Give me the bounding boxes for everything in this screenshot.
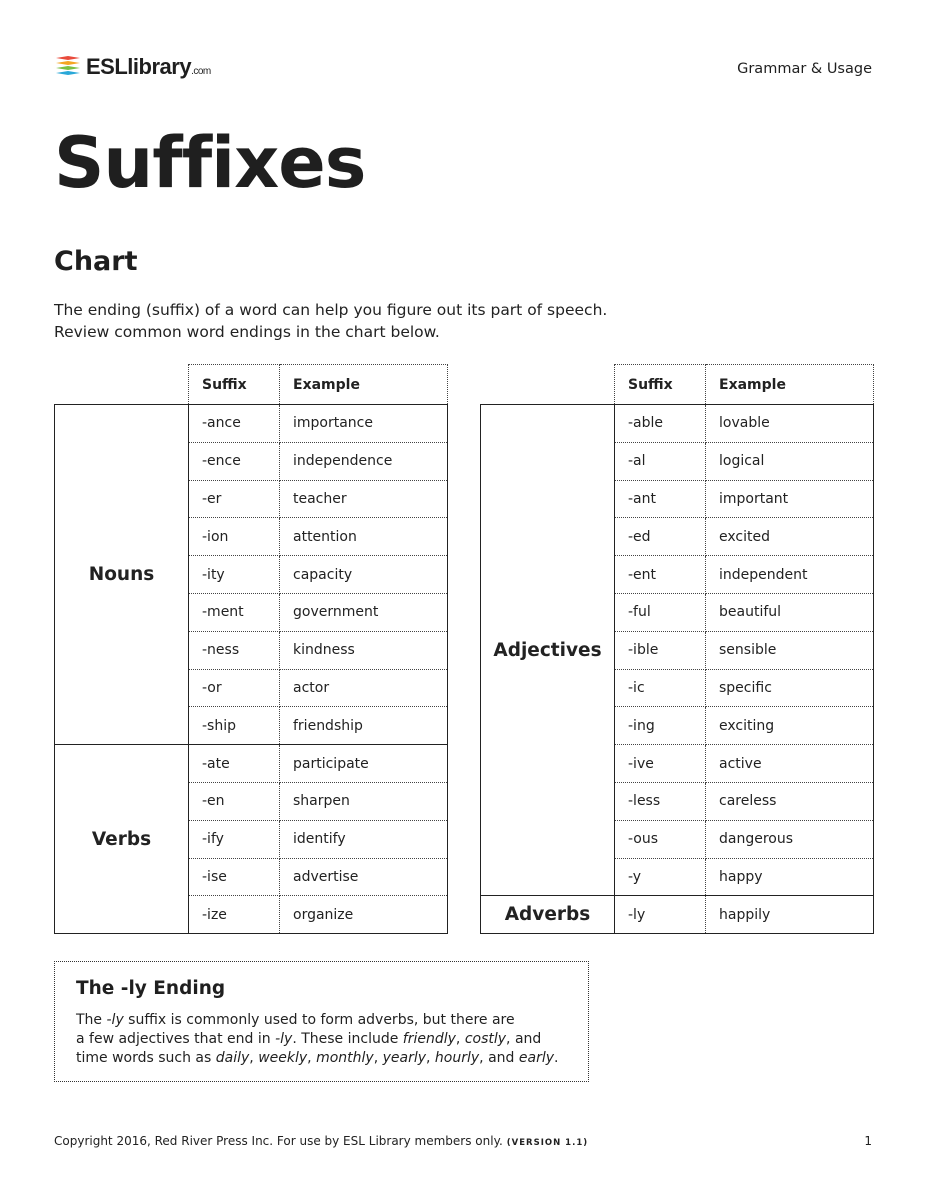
category-label: Verbs	[55, 745, 189, 934]
intro-line: The ending (suffix) of a word can help you figure out its part of speech.	[54, 301, 608, 319]
suffix-cell: -ant	[615, 480, 706, 518]
suffix-cell: -ible	[615, 631, 706, 669]
page-title: Suffixes	[54, 122, 366, 204]
example-cell: attention	[280, 518, 448, 556]
table-row	[55, 405, 448, 443]
page-subtitle: Chart	[54, 246, 138, 277]
header-blank	[481, 365, 615, 405]
column-header-example: Example	[706, 365, 874, 405]
suffix-cell: -ise	[189, 858, 280, 896]
category-label: Nouns	[55, 405, 189, 745]
header-blank	[55, 365, 189, 405]
example-cell: teacher	[280, 480, 448, 518]
suffix-table-left	[54, 364, 448, 934]
example-cell: important	[706, 480, 874, 518]
table-row	[481, 405, 874, 443]
example-cell: happily	[706, 896, 874, 934]
suffix-cell: -ate	[189, 745, 280, 783]
example-cell: importance	[280, 405, 448, 443]
copyright-footer	[54, 1134, 588, 1148]
suffix-cell: -ify	[189, 820, 280, 858]
example-cell: participate	[280, 745, 448, 783]
example-cell: independence	[280, 442, 448, 480]
table-header-row	[481, 365, 874, 405]
example-cell: happy	[706, 858, 874, 896]
suffix-cell: -ness	[189, 631, 280, 669]
column-header-suffix: Suffix	[189, 365, 280, 405]
example-cell: excited	[706, 518, 874, 556]
suffix-cell: -ive	[615, 745, 706, 783]
suffix-cell: -ful	[615, 593, 706, 631]
example-cell: government	[280, 593, 448, 631]
suffix-cell: -able	[615, 405, 706, 443]
intro-line: Review common word endings in the chart below.	[54, 323, 440, 341]
page-number: 1	[864, 1134, 872, 1148]
example-cell: lovable	[706, 405, 874, 443]
category-label: Adverbs	[481, 896, 615, 934]
example-cell: identify	[280, 820, 448, 858]
table-header-row	[55, 365, 448, 405]
table-row	[481, 896, 874, 934]
suffix-cell: -ing	[615, 707, 706, 745]
suffix-cell: -en	[189, 782, 280, 820]
example-cell: independent	[706, 556, 874, 594]
example-cell: organize	[280, 896, 448, 934]
category-label: Adjectives	[481, 405, 615, 896]
suffix-cell: -al	[615, 442, 706, 480]
column-header-suffix: Suffix	[615, 365, 706, 405]
suffix-cell: -ous	[615, 820, 706, 858]
note-title: The -ly Ending	[76, 978, 226, 999]
example-cell: friendship	[280, 707, 448, 745]
intro-text	[54, 299, 754, 343]
example-cell: capacity	[280, 556, 448, 594]
section-label: Grammar & Usage	[737, 61, 872, 77]
version-label: (VERSION 1.1)	[506, 1138, 589, 1148]
example-cell: careless	[706, 782, 874, 820]
esl-library-logo	[54, 54, 211, 80]
suffix-cell: -y	[615, 858, 706, 896]
example-cell: logical	[706, 442, 874, 480]
example-cell: sensible	[706, 631, 874, 669]
example-cell: kindness	[280, 631, 448, 669]
ly-ending-note	[54, 961, 589, 1082]
suffix-cell: -less	[615, 782, 706, 820]
suffix-cell: -ic	[615, 669, 706, 707]
suffix-cell: -ity	[189, 556, 280, 594]
suffix-cell: -ship	[189, 707, 280, 745]
suffix-cell: -ly	[615, 896, 706, 934]
suffix-cell: -ed	[615, 518, 706, 556]
example-cell: specific	[706, 669, 874, 707]
example-cell: active	[706, 745, 874, 783]
example-cell: dangerous	[706, 820, 874, 858]
example-cell: actor	[280, 669, 448, 707]
table-row	[55, 745, 448, 783]
example-cell: exciting	[706, 707, 874, 745]
suffix-cell: -ment	[189, 593, 280, 631]
suffix-table-right	[480, 364, 874, 934]
example-cell: advertise	[280, 858, 448, 896]
suffix-cell: -ion	[189, 518, 280, 556]
column-header-example: Example	[280, 365, 448, 405]
suffix-cell: -ize	[189, 896, 280, 934]
suffix-cell: -ence	[189, 442, 280, 480]
suffix-cell: -or	[189, 669, 280, 707]
suffix-cell: -er	[189, 480, 280, 518]
suffix-cell: -ent	[615, 556, 706, 594]
suffix-cell: -ance	[189, 405, 280, 443]
note-body: The -ly suffix is commonly used to form adverbs, but there are a few adjectives that end in -ly. These include friendly, costly, and time words such as daily, weekly, monthly, yearly, hourly, and early.	[76, 1012, 559, 1066]
example-cell: beautiful	[706, 593, 874, 631]
copyright-text: Copyright 2016, Red River Press Inc. For use by ESL Library members only.	[54, 1134, 503, 1148]
logo-text: ESLlibrary.com	[86, 54, 211, 79]
book-stack-icon	[54, 54, 82, 80]
example-cell: sharpen	[280, 782, 448, 820]
